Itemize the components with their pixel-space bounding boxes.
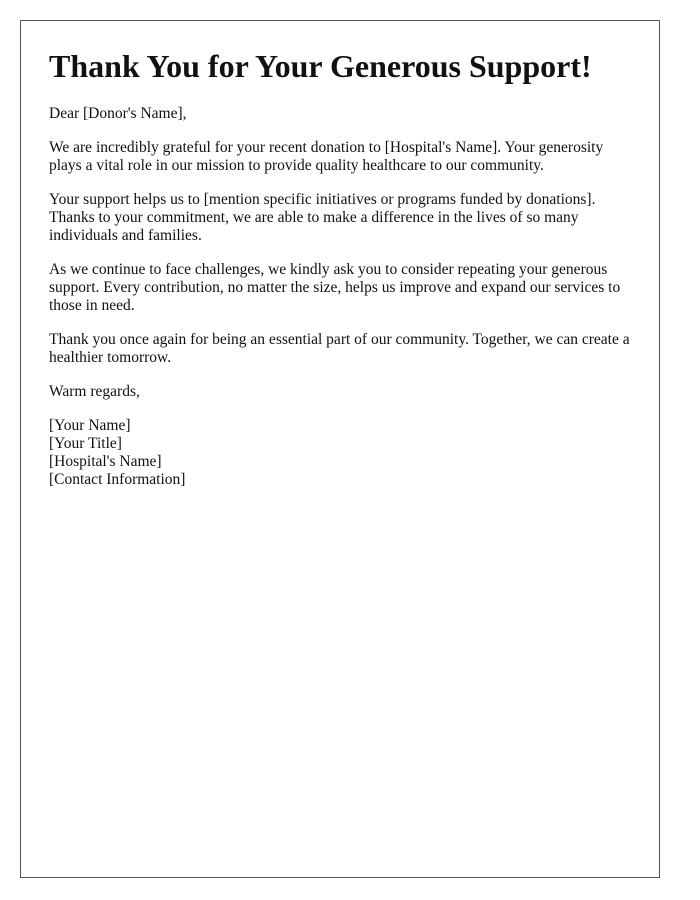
letter-frame <box>20 20 660 878</box>
signature-organization: [Hospital's Name] <box>49 453 162 471</box>
paragraph-gratitude: We are incredibly grateful for your recent donation to [Hospital's Name]. Your generosity plays a vital role in our mission to provide quality healthcare to our community. <box>49 139 604 175</box>
paragraph-thanks: Thank you once again for being an essential part of our community. Together, we can create a healthier tomorrow. <box>49 331 630 367</box>
paragraph-request: As we continue to face challenges, we kindly ask you to consider repeating your generous support. Every contribution, no matter the size, helps us improve and expand our services to those in need. <box>49 261 621 315</box>
closing: Warm regards, <box>49 383 140 401</box>
paragraph-impact: Your support helps us to [mention specific initiatives or programs funded by donations]. Thanks to your commitment, we are able to make a difference in the lives of so many individuals and families. <box>49 191 596 245</box>
signature-name: [Your Name] <box>49 417 131 435</box>
letter-body <box>49 47 634 489</box>
letter-title: Thank You for Your Generous Support! <box>49 48 592 84</box>
salutation: Dear [Donor's Name], <box>49 105 187 123</box>
signature-contact: [Contact Information] <box>49 471 186 489</box>
signature-block <box>49 417 634 489</box>
signature-title: [Your Title] <box>49 435 122 453</box>
